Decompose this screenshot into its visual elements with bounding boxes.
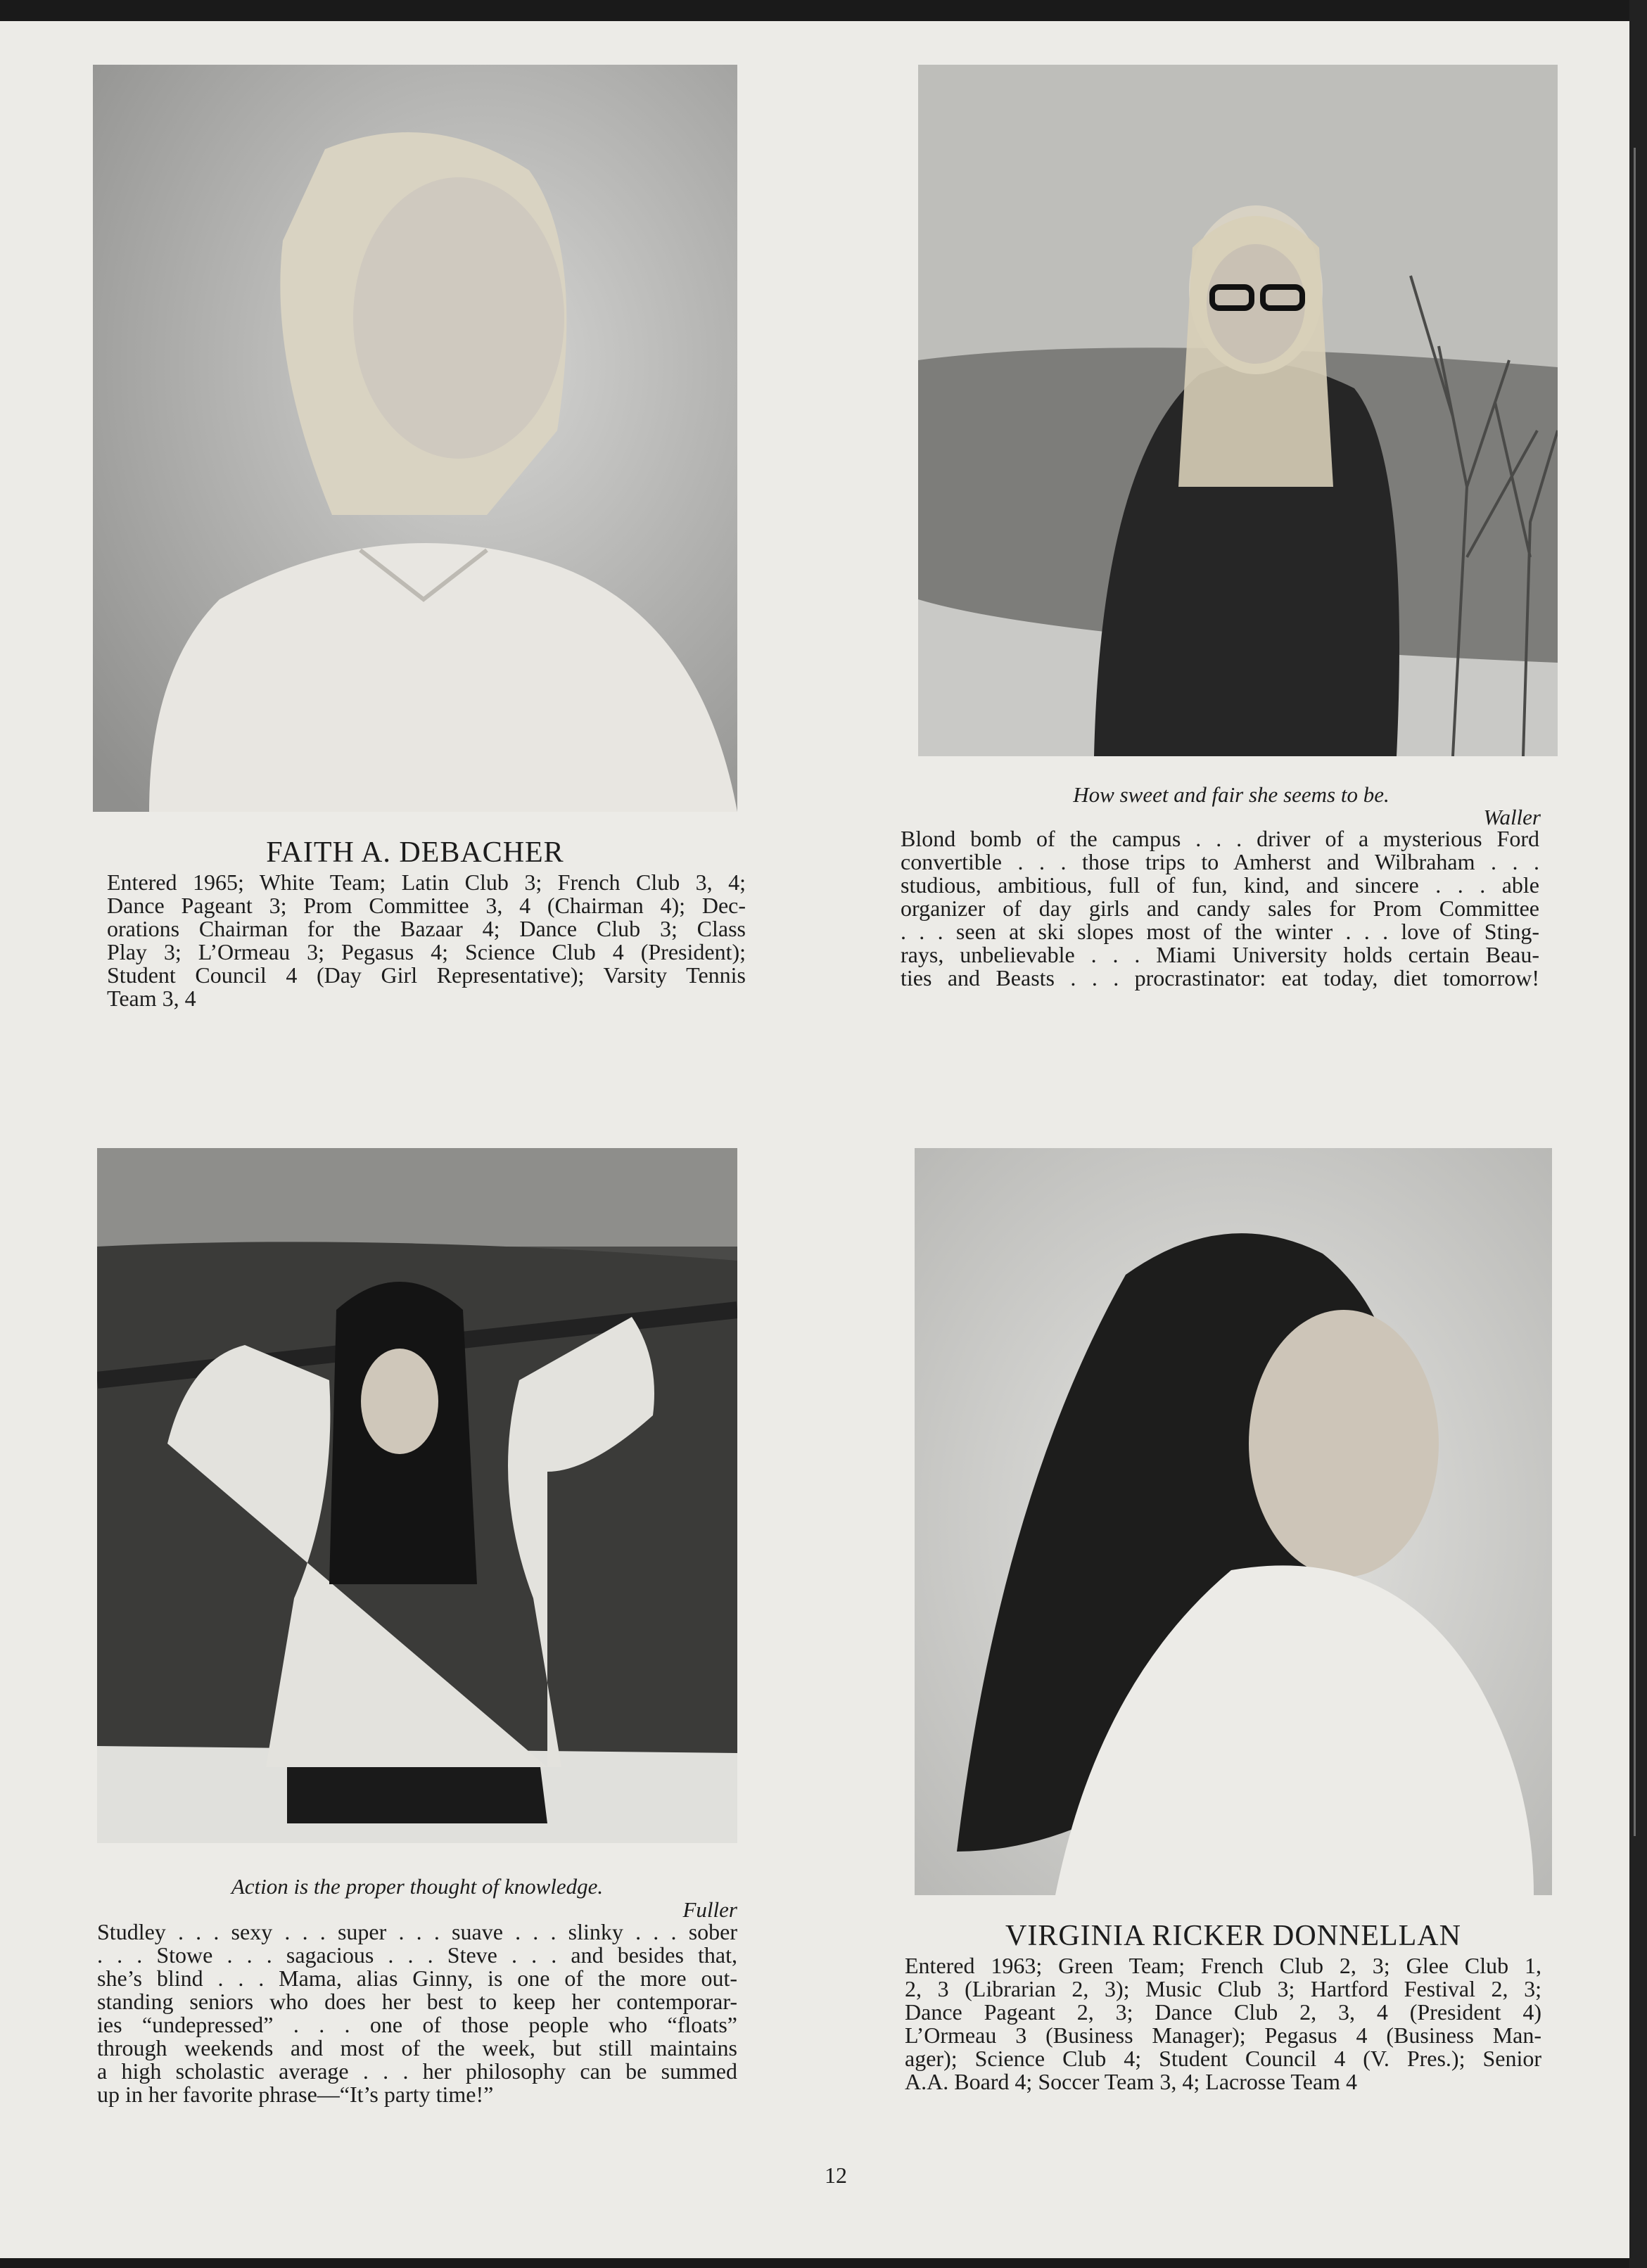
bio-line: Student Council 4 (Day Girl Representative); Varsity Tennis	[107, 962, 746, 988]
bio-line: Dance Pageant 3; Prom Committee 3, 4 (Chairman 4); Dec-	[107, 893, 746, 918]
candid-photo-faith	[918, 65, 1558, 756]
bio-line: Play 3; L’Ormeau 3; Pegasus 4; Science Club 4 (President);	[107, 939, 746, 964]
bio-line: orations Chairman for the Bazaar 4; Dance Club 3; Class	[107, 916, 746, 941]
student-name-virginia: VIRGINIA RICKER DONNELLAN	[1005, 1920, 1461, 1952]
spine-shadow	[1634, 148, 1636, 1836]
writeup-line: . . . seen at ski slopes most of the winter . . . love of Sting-	[901, 919, 1539, 944]
portrait-photo-faith	[93, 65, 737, 812]
yearbook-page	[0, 21, 1629, 2258]
quote-faith: How sweet and fair she seems to be.	[1073, 782, 1390, 807]
bio-line: 2, 3 (Librarian 2, 3); Music Club 3; Hartford Festival 2, 3;	[905, 1976, 1541, 2001]
writeup-line: a high scholastic average . . . her philosophy can be summed	[97, 2058, 737, 2084]
writeup-line: rays, unbelievable . . . Miami University holds certain Beau-	[901, 942, 1539, 967]
writeup-line: ties and Beasts . . . procrastinator: eat today, diet tomorrow!	[901, 965, 1539, 990]
writeup-line: organizer of day girls and candy sales for Prom Committee	[901, 896, 1539, 921]
writeup-line: Studley . . . sexy . . . super . . . suave . . . slinky . . . sober	[97, 1919, 737, 1944]
writeup-line: up in her favorite phrase—“It’s party time!”	[97, 2082, 494, 2107]
candid-photo-virginia	[97, 1148, 737, 1843]
writeup-line: Blond bomb of the campus . . . driver of a mysterious Ford	[901, 826, 1539, 851]
quote-author-virginia: Fuller	[682, 1897, 737, 1922]
quote-author-faith: Waller	[1483, 805, 1541, 829]
student-bio-faith	[107, 871, 746, 1010]
student-bio-virginia	[905, 1954, 1541, 2094]
student-name-faith: FAITH A. DEBACHER	[266, 836, 564, 869]
writeup-line: standing seniors who does her best to keep her contemporar-	[97, 1989, 737, 2014]
quote-virginia: Action is the proper thought of knowledge.	[231, 1874, 604, 1899]
writeup-line: . . . Stowe . . . sagacious . . . Steve . . . and besides that,	[97, 1942, 737, 1968]
page-number: 12	[825, 2162, 847, 2188]
bio-line: Team 3, 4	[107, 986, 196, 1011]
bio-line: Dance Pageant 2, 3; Dance Club 2, 3, 4 (President 4)	[905, 1999, 1541, 2025]
writeup-line: she’s blind . . . Mama, alias Ginny, is one of the more out-	[97, 1966, 737, 1991]
bio-line: L’Ormeau 3 (Business Manager); Pegasus 4 (Business Man-	[905, 2022, 1541, 2048]
writeup-line: studious, ambitious, full of fun, kind, and sincere . . . able	[901, 872, 1539, 898]
bio-line: Entered 1963; Green Team; French Club 2, 3; Glee Club 1,	[905, 1953, 1541, 1978]
bio-line: A.A. Board 4; Soccer Team 3, 4; Lacrosse Team 4	[905, 2069, 1358, 2094]
writeup-line: through weekends and most of the week, but still maintains	[97, 2035, 737, 2060]
bio-line: Entered 1965; White Team; Latin Club 3; French Club 3, 4;	[107, 869, 746, 895]
bio-line: ager); Science Club 4; Student Council 4 (V. Pres.); Senior	[905, 2046, 1541, 2071]
writeup-line: ies “undepressed” . . . one of those people who “floats”	[97, 2012, 737, 2037]
writeup-virginia	[97, 1920, 737, 2106]
portrait-photo-virginia	[915, 1148, 1552, 1895]
page-binding-edge	[1629, 0, 1647, 2268]
writeup-faith	[901, 827, 1539, 990]
writeup-line: convertible . . . those trips to Amherst and Wilbraham . . .	[901, 849, 1539, 874]
